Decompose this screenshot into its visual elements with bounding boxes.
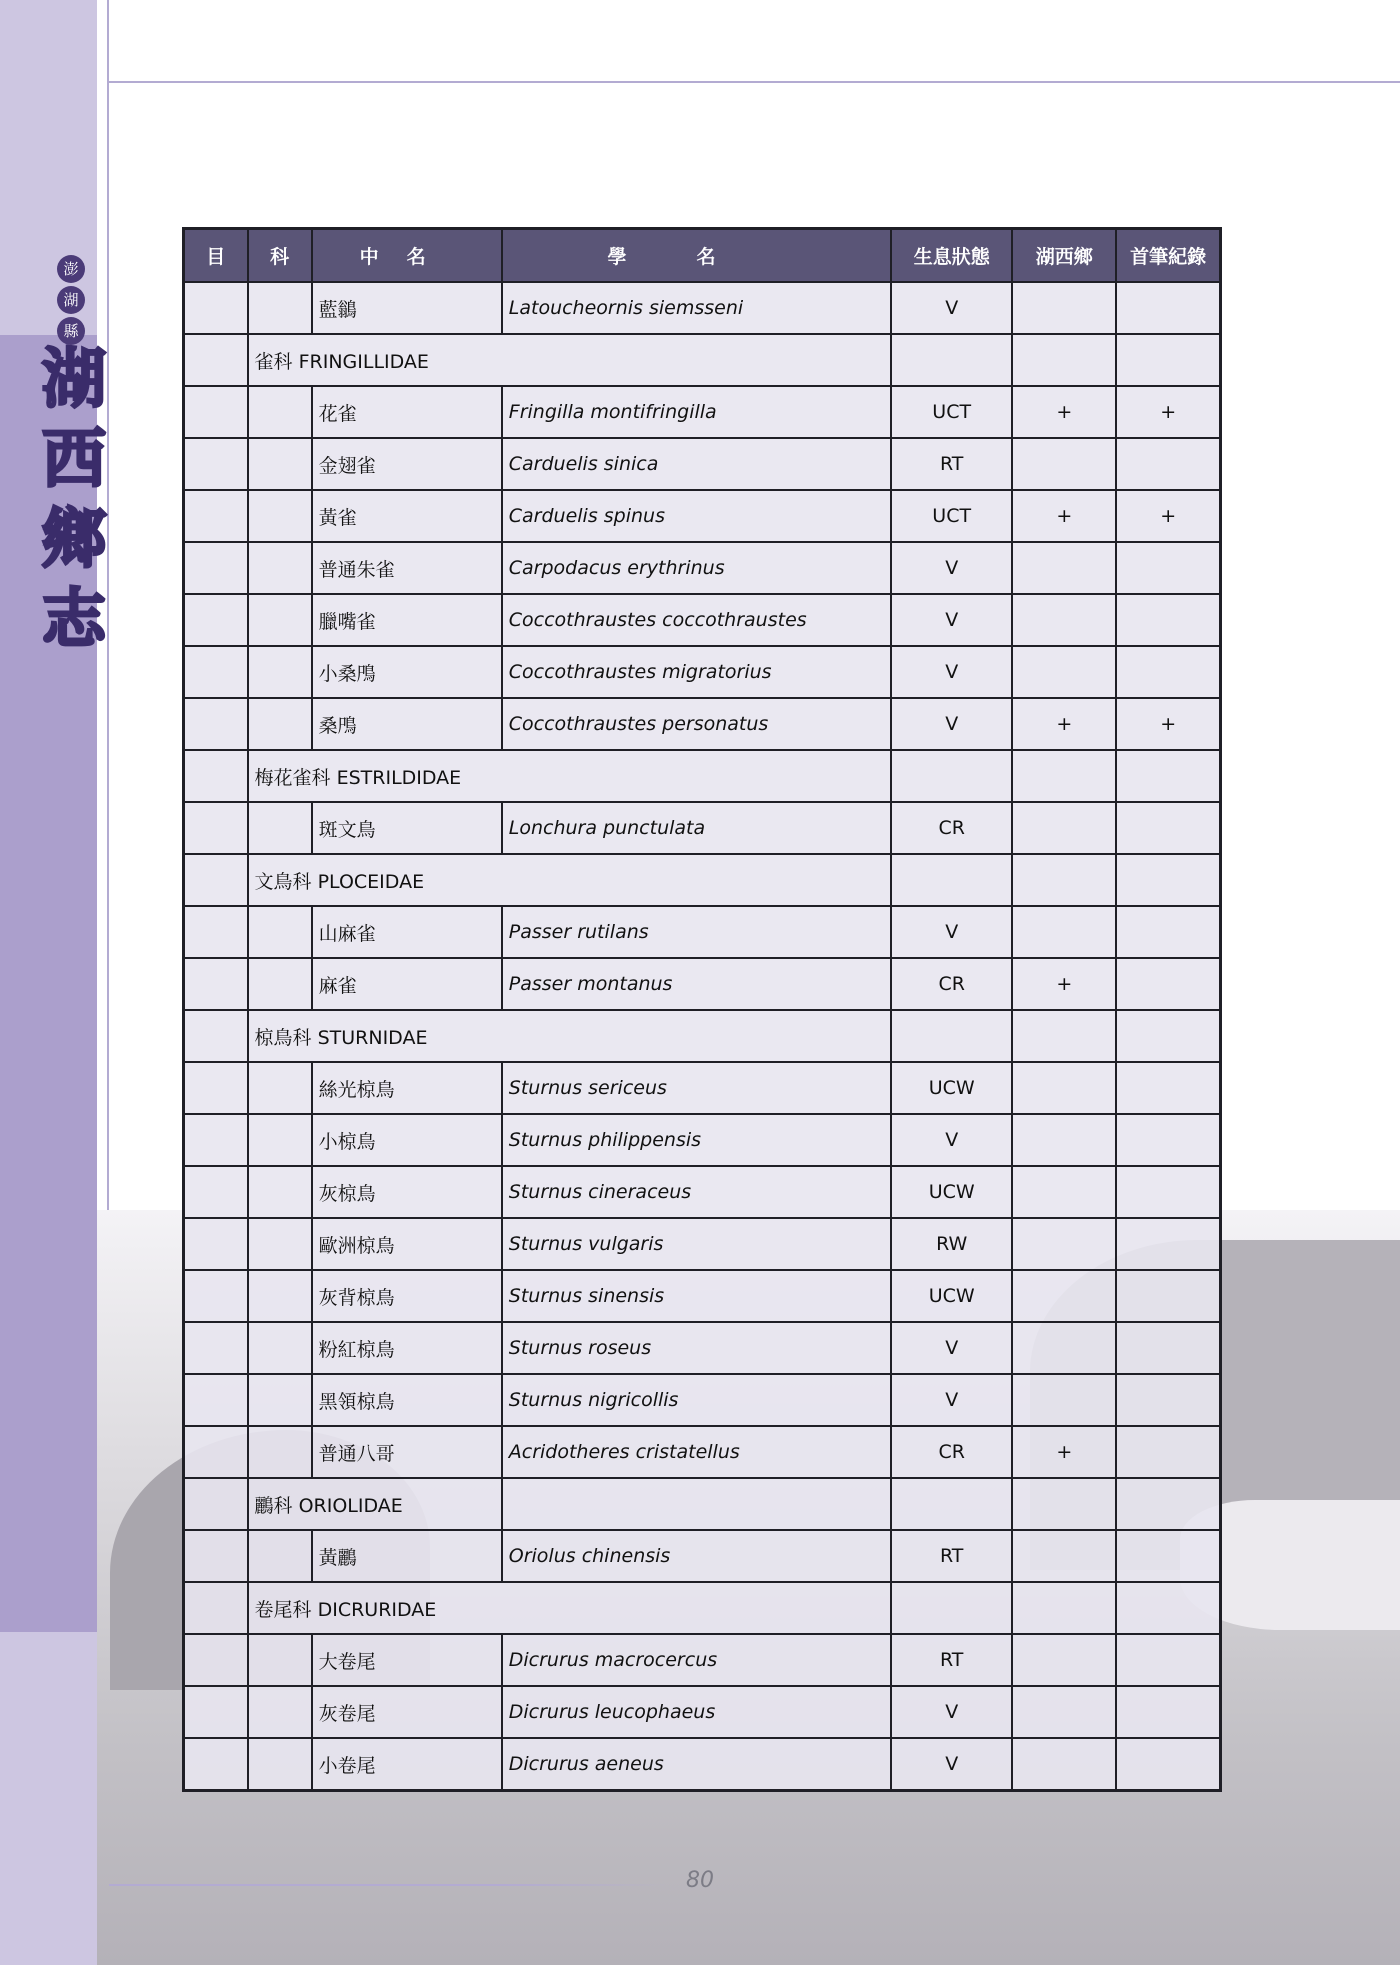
table-header-row — [184, 229, 1221, 283]
family-cell — [248, 1322, 312, 1374]
chinese-name-cell: 山麻雀 — [312, 906, 502, 958]
status-cell: V — [891, 1738, 1012, 1791]
first-record-cell — [1116, 1686, 1220, 1738]
status-cell: CR — [891, 1426, 1012, 1478]
order-cell — [184, 1062, 248, 1114]
order-cell — [184, 334, 248, 386]
scientific-name-cell: Sturnus roseus — [502, 1322, 891, 1374]
order-cell — [184, 438, 248, 490]
scientific-name-cell — [502, 1478, 891, 1530]
family-cell — [248, 1426, 312, 1478]
first-record-cell — [1116, 854, 1220, 906]
order-cell — [184, 750, 248, 802]
sidebar-bottom-band — [0, 1632, 97, 1965]
species-row — [184, 1270, 1221, 1322]
family-cell — [248, 438, 312, 490]
huxi-cell — [1012, 1322, 1116, 1374]
huxi-cell — [1012, 1270, 1116, 1322]
status-cell: V — [891, 594, 1012, 646]
status-cell: V — [891, 698, 1012, 750]
emblem-char: 縣 — [57, 317, 85, 345]
species-row — [184, 1114, 1221, 1166]
scientific-name-cell: Dicrurus macrocercus — [502, 1634, 891, 1686]
chinese-name-cell: 金翅雀 — [312, 438, 502, 490]
first-record-cell: + — [1116, 386, 1220, 438]
family-cell — [248, 1686, 312, 1738]
family-cell — [248, 1270, 312, 1322]
huxi-cell — [1012, 542, 1116, 594]
order-cell — [184, 1010, 248, 1062]
chinese-name-cell: 大卷尾 — [312, 1634, 502, 1686]
species-row — [184, 1166, 1221, 1218]
first-record-cell — [1116, 1218, 1220, 1270]
species-row — [184, 1218, 1221, 1270]
huxi-cell — [1012, 1686, 1116, 1738]
family-cell — [248, 802, 312, 854]
huxi-cell — [1012, 802, 1116, 854]
first-record-cell — [1116, 1062, 1220, 1114]
status-cell: UCW — [891, 1062, 1012, 1114]
status-cell: RW — [891, 1218, 1012, 1270]
header-chinese-name: 中名 — [312, 229, 502, 283]
first-record-cell — [1116, 1582, 1220, 1634]
huxi-cell — [1012, 1374, 1116, 1426]
huxi-cell — [1012, 854, 1116, 906]
family-name-cell: 雀科 FRINGILLIDAE — [248, 334, 892, 386]
huxi-cell: + — [1012, 386, 1116, 438]
order-cell — [184, 958, 248, 1010]
huxi-cell — [1012, 1166, 1116, 1218]
first-record-cell — [1116, 1114, 1220, 1166]
status-cell: V — [891, 1114, 1012, 1166]
order-cell — [184, 1322, 248, 1374]
first-record-cell — [1116, 958, 1220, 1010]
species-row — [184, 1322, 1221, 1374]
scientific-name-cell: Oriolus chinensis — [502, 1530, 891, 1582]
first-record-cell — [1116, 1270, 1220, 1322]
first-record-cell — [1116, 1738, 1220, 1791]
chinese-name-cell: 灰背椋鳥 — [312, 1270, 502, 1322]
chinese-name-cell: 黃鸝 — [312, 1530, 502, 1582]
family-cell — [248, 958, 312, 1010]
chinese-name-cell: 小卷尾 — [312, 1738, 502, 1791]
order-cell — [184, 1426, 248, 1478]
scientific-name-cell: Passer rutilans — [502, 906, 891, 958]
family-row — [184, 750, 1221, 802]
chinese-name-cell: 小桑鳲 — [312, 646, 502, 698]
scientific-name-cell: Sturnus nigricollis — [502, 1374, 891, 1426]
species-row — [184, 906, 1221, 958]
order-cell — [184, 542, 248, 594]
family-cell — [248, 1634, 312, 1686]
first-record-cell — [1116, 1010, 1220, 1062]
scientific-name-cell: Coccothraustes migratorius — [502, 646, 891, 698]
order-cell — [184, 646, 248, 698]
chinese-name-cell: 小椋鳥 — [312, 1114, 502, 1166]
family-row — [184, 334, 1221, 386]
order-cell — [184, 1374, 248, 1426]
chinese-name-cell: 麻雀 — [312, 958, 502, 1010]
book-title-char: 志 — [42, 582, 106, 657]
huxi-cell — [1012, 1114, 1116, 1166]
scientific-name-cell: Sturnus cineraceus — [502, 1166, 891, 1218]
status-cell: V — [891, 542, 1012, 594]
family-name-cell: 文鳥科 PLOCEIDAE — [248, 854, 892, 906]
emblem-char: 澎 — [57, 255, 85, 283]
huxi-cell — [1012, 1738, 1116, 1791]
huxi-cell — [1012, 282, 1116, 334]
huxi-cell — [1012, 1062, 1116, 1114]
status-cell: V — [891, 906, 1012, 958]
scientific-name-cell: Passer montanus — [502, 958, 891, 1010]
order-cell — [184, 1582, 248, 1634]
status-cell — [891, 854, 1012, 906]
first-record-cell — [1116, 750, 1220, 802]
species-row — [184, 1738, 1221, 1791]
status-cell: UCT — [891, 490, 1012, 542]
family-cell — [248, 1530, 312, 1582]
species-row — [184, 698, 1221, 750]
book-title — [38, 340, 110, 660]
family-cell — [248, 1374, 312, 1426]
scientific-name-cell: Carduelis sinica — [502, 438, 891, 490]
first-record-cell — [1116, 438, 1220, 490]
header-first-record: 首筆紀錄 — [1116, 229, 1220, 283]
scientific-name-cell: Dicrurus leucophaeus — [502, 1686, 891, 1738]
order-cell — [184, 1270, 248, 1322]
huxi-cell: + — [1012, 490, 1116, 542]
huxi-cell: + — [1012, 698, 1116, 750]
chinese-name-cell: 桑鳲 — [312, 698, 502, 750]
first-record-cell — [1116, 802, 1220, 854]
family-row — [184, 1478, 1221, 1530]
status-cell: UCW — [891, 1166, 1012, 1218]
family-row — [184, 1010, 1221, 1062]
family-cell — [248, 1738, 312, 1791]
species-row — [184, 1426, 1221, 1478]
order-cell — [184, 282, 248, 334]
family-cell — [248, 1218, 312, 1270]
huxi-cell — [1012, 1478, 1116, 1530]
first-record-cell — [1116, 542, 1220, 594]
book-title-char: 西 — [42, 422, 106, 497]
chinese-name-cell: 灰椋鳥 — [312, 1166, 502, 1218]
chinese-name-cell: 斑文鳥 — [312, 802, 502, 854]
status-cell: V — [891, 282, 1012, 334]
status-cell: UCW — [891, 1270, 1012, 1322]
order-cell — [184, 1114, 248, 1166]
huxi-cell — [1012, 594, 1116, 646]
order-cell — [184, 1686, 248, 1738]
first-record-cell — [1116, 906, 1220, 958]
first-record-cell: + — [1116, 490, 1220, 542]
species-row — [184, 646, 1221, 698]
book-title-char: 鄉 — [42, 502, 106, 577]
scientific-name-cell: Carpodacus erythrinus — [502, 542, 891, 594]
status-cell: V — [891, 646, 1012, 698]
first-record-cell — [1116, 1426, 1220, 1478]
order-cell — [184, 1478, 248, 1530]
order-cell — [184, 854, 248, 906]
status-cell — [891, 1010, 1012, 1062]
status-cell: RT — [891, 1634, 1012, 1686]
first-record-cell — [1116, 1322, 1220, 1374]
status-cell — [891, 750, 1012, 802]
family-name-cell: 梅花雀科 ESTRILDIDAE — [248, 750, 892, 802]
order-cell — [184, 906, 248, 958]
chinese-name-cell: 黃雀 — [312, 490, 502, 542]
scientific-name-cell: Sturnus sericeus — [502, 1062, 891, 1114]
family-cell — [248, 1114, 312, 1166]
header-divider — [109, 81, 1400, 83]
scientific-name-cell: Latoucheornis siemsseni — [502, 282, 891, 334]
species-row — [184, 490, 1221, 542]
scientific-name-cell: Coccothraustes personatus — [502, 698, 891, 750]
status-cell: RT — [891, 1530, 1012, 1582]
header-order: 目 — [184, 229, 248, 283]
species-row — [184, 958, 1221, 1010]
family-cell — [248, 386, 312, 438]
emblem-char: 湖 — [57, 286, 85, 314]
family-cell — [248, 1062, 312, 1114]
species-row — [184, 438, 1221, 490]
footer-divider — [109, 1884, 669, 1886]
family-cell — [248, 1166, 312, 1218]
family-cell — [248, 594, 312, 646]
order-cell — [184, 594, 248, 646]
huxi-cell — [1012, 906, 1116, 958]
scientific-name-cell: Dicrurus aeneus — [502, 1738, 891, 1791]
huxi-cell — [1012, 750, 1116, 802]
chinese-name-cell: 粉紅椋鳥 — [312, 1322, 502, 1374]
species-row — [184, 282, 1221, 334]
scientific-name-cell: Carduelis spinus — [502, 490, 891, 542]
status-cell — [891, 1582, 1012, 1634]
family-name-cell: 鸝科 ORIOLIDAE — [248, 1478, 502, 1530]
header-status: 生息狀態 — [891, 229, 1012, 283]
first-record-cell — [1116, 646, 1220, 698]
order-cell — [184, 802, 248, 854]
chinese-name-cell: 歐洲椋鳥 — [312, 1218, 502, 1270]
status-cell: CR — [891, 802, 1012, 854]
scientific-name-cell: Acridotheres cristatellus — [502, 1426, 891, 1478]
huxi-cell — [1012, 1010, 1116, 1062]
chinese-name-cell: 普通八哥 — [312, 1426, 502, 1478]
header-huxi: 湖西鄉 — [1012, 229, 1116, 283]
status-cell — [891, 1478, 1012, 1530]
chinese-name-cell: 絲光椋鳥 — [312, 1062, 502, 1114]
family-cell — [248, 906, 312, 958]
chinese-name-cell: 臘嘴雀 — [312, 594, 502, 646]
first-record-cell — [1116, 1634, 1220, 1686]
chinese-name-cell: 藍鶲 — [312, 282, 502, 334]
status-cell: UCT — [891, 386, 1012, 438]
scientific-name-cell: Lonchura punctulata — [502, 802, 891, 854]
chinese-name-cell: 普通朱雀 — [312, 542, 502, 594]
family-cell — [248, 698, 312, 750]
first-record-cell — [1116, 1478, 1220, 1530]
huxi-cell — [1012, 1582, 1116, 1634]
huxi-cell — [1012, 646, 1116, 698]
county-emblem — [57, 255, 89, 348]
species-row — [184, 542, 1221, 594]
huxi-cell: + — [1012, 958, 1116, 1010]
order-cell — [184, 1218, 248, 1270]
chinese-name-cell: 灰卷尾 — [312, 1686, 502, 1738]
family-cell — [248, 542, 312, 594]
huxi-cell — [1012, 1218, 1116, 1270]
table-body — [184, 282, 1221, 1791]
family-name-cell: 椋鳥科 STURNIDAE — [248, 1010, 892, 1062]
order-cell — [184, 1166, 248, 1218]
species-row — [184, 1530, 1221, 1582]
order-cell — [184, 386, 248, 438]
scientific-name-cell: Fringilla montifringilla — [502, 386, 891, 438]
first-record-cell — [1116, 1374, 1220, 1426]
first-record-cell — [1116, 1166, 1220, 1218]
first-record-cell: + — [1116, 698, 1220, 750]
header-family: 科 — [248, 229, 312, 283]
family-cell — [248, 490, 312, 542]
scientific-name-cell: Coccothraustes coccothraustes — [502, 594, 891, 646]
huxi-cell — [1012, 1530, 1116, 1582]
bird-checklist-table — [182, 227, 1222, 1792]
family-row — [184, 854, 1221, 906]
first-record-cell — [1116, 334, 1220, 386]
status-cell: V — [891, 1686, 1012, 1738]
order-cell — [184, 1738, 248, 1791]
family-cell — [248, 646, 312, 698]
status-cell: V — [891, 1322, 1012, 1374]
order-cell — [184, 1634, 248, 1686]
status-cell: V — [891, 1374, 1012, 1426]
scientific-name-cell: Sturnus sinensis — [502, 1270, 891, 1322]
order-cell — [184, 1530, 248, 1582]
scientific-name-cell: Sturnus vulgaris — [502, 1218, 891, 1270]
species-row — [184, 386, 1221, 438]
first-record-cell — [1116, 1530, 1220, 1582]
status-cell: RT — [891, 438, 1012, 490]
order-cell — [184, 490, 248, 542]
family-cell — [248, 282, 312, 334]
status-cell — [891, 334, 1012, 386]
huxi-cell — [1012, 334, 1116, 386]
header-scientific-name: 學名 — [502, 229, 891, 283]
species-row — [184, 1062, 1221, 1114]
order-cell — [184, 698, 248, 750]
chinese-name-cell: 花雀 — [312, 386, 502, 438]
huxi-cell — [1012, 1634, 1116, 1686]
species-row — [184, 802, 1221, 854]
huxi-cell: + — [1012, 1426, 1116, 1478]
chinese-name-cell: 黑領椋鳥 — [312, 1374, 502, 1426]
family-name-cell: 卷尾科 DICRURIDAE — [248, 1582, 892, 1634]
page-number: 80 — [686, 1868, 714, 1893]
species-row — [184, 1374, 1221, 1426]
species-row — [184, 1686, 1221, 1738]
species-row — [184, 594, 1221, 646]
book-title-char: 湖 — [42, 342, 106, 417]
scientific-name-cell: Sturnus philippensis — [502, 1114, 891, 1166]
first-record-cell — [1116, 282, 1220, 334]
status-cell: CR — [891, 958, 1012, 1010]
huxi-cell — [1012, 438, 1116, 490]
species-row — [184, 1634, 1221, 1686]
first-record-cell — [1116, 594, 1220, 646]
family-row — [184, 1582, 1221, 1634]
